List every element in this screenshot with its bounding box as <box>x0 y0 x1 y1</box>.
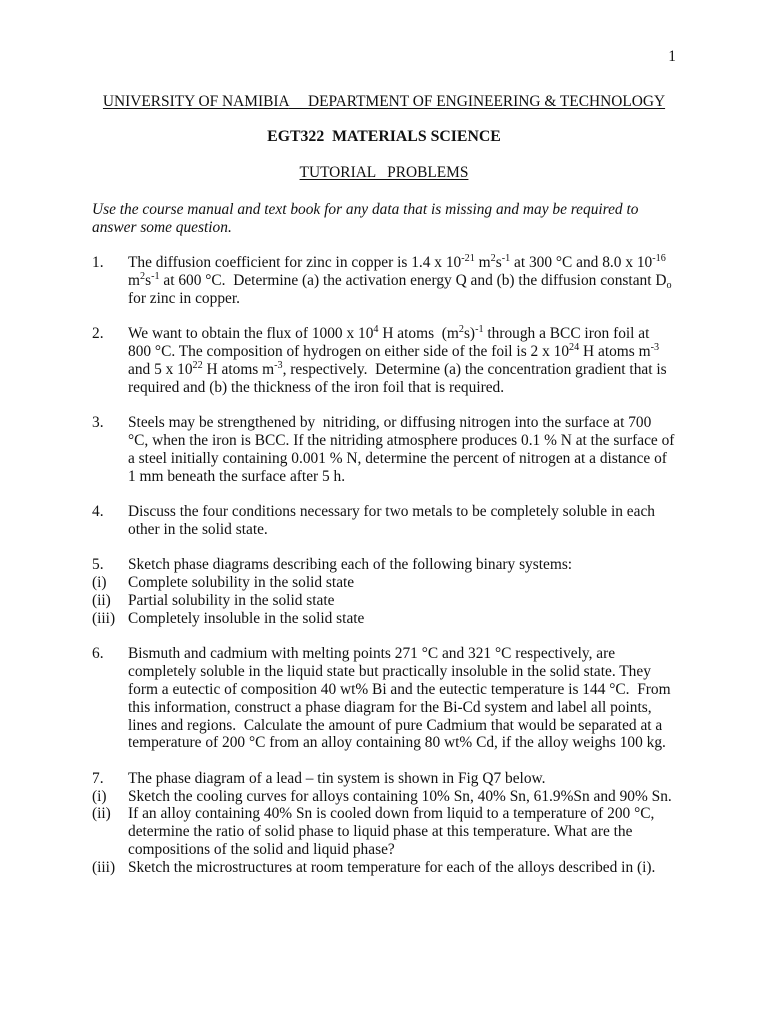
section-title: TUTORIAL PROBLEMS <box>299 164 469 181</box>
text-run: The diffusion coefficient for zinc in copper is 1.4 x 10 <box>128 254 462 271</box>
text-line: completely soluble in the liquid state but practically insoluble in the solid state. They <box>128 662 651 680</box>
page-number: 1 <box>668 48 676 65</box>
sub-question-label: (i) <box>92 787 107 805</box>
sub-question <box>92 805 732 859</box>
text-run: at 600 °C. Determine (a) the activation energy Q and (b) the diffusion constant D <box>159 271 667 289</box>
superscript: -3 <box>650 341 660 353</box>
text-line <box>128 361 732 379</box>
question-number: 1. <box>92 254 104 271</box>
question <box>92 556 732 574</box>
superscript: 24 <box>569 341 580 353</box>
text-line: Complete solubility in the solid state <box>128 573 355 591</box>
text-line: Sketch the cooling curves for alloys containing 10% Sn, 40% Sn, 61.9%Sn and 90% Sn. <box>128 787 672 805</box>
text-line <box>128 343 732 361</box>
text-run: m <box>474 254 491 271</box>
problem-1 <box>92 254 732 308</box>
text-run: H atoms m <box>579 342 651 360</box>
question-text <box>128 503 732 539</box>
instruction-line: Use the course manual and text book for any data that is missing and may be required to <box>92 201 639 218</box>
text-line: °C, when the iron is BCC. If the nitriding atmosphere produces 0.1 % N at the surface of <box>128 431 675 449</box>
text-line: this information, construct a phase diagram for the Bi-Cd system and label all points, <box>128 698 652 716</box>
text-run: , respectively. Determine (a) the concentration gradient that is <box>282 360 667 378</box>
sub-question <box>92 592 732 610</box>
sub-question-label: (ii) <box>92 805 111 823</box>
question-text <box>128 788 732 806</box>
question <box>92 254 732 308</box>
question-text <box>128 805 732 859</box>
text-line: temperature of 200 °C from an alloy containing 80 wt% Cd, if the alloy weighs 100 kg. <box>128 734 666 752</box>
question-text <box>128 592 732 610</box>
question-number: 7. <box>92 769 104 787</box>
problem-6 <box>92 645 732 752</box>
superscript: 2 <box>139 270 146 282</box>
text-line: required and (b) the thickness of the iron foil that is required. <box>128 378 505 396</box>
text-line: compositions of the solid and liquid phase? <box>128 841 395 859</box>
text-run: H atoms (m <box>378 325 459 343</box>
superscript: -1 <box>151 270 160 282</box>
question <box>92 503 732 539</box>
text-line: lines and regions. Calculate the amount of pure Cadmium that would be separated at a <box>128 716 663 734</box>
text-run: s <box>145 271 152 289</box>
problem-5 <box>92 556 732 628</box>
question-text <box>128 414 732 486</box>
text-line: other in the solid state. <box>128 520 268 538</box>
superscript: -21 <box>461 252 475 264</box>
text-line <box>128 325 732 343</box>
question-text <box>128 770 732 788</box>
question-text <box>128 254 732 308</box>
question-number: 4. <box>92 502 104 520</box>
text-run: at 300 °C and 8.0 x 10 <box>510 254 653 271</box>
sub-question-label: (ii) <box>92 591 111 609</box>
superscript: 4 <box>373 323 379 335</box>
institution-header <box>92 93 676 111</box>
text-line: Steels may be strengthened by nitriding, or diffusing nitrogen into the surface at 700 <box>128 413 652 431</box>
text-line: Sketch phase diagrams describing each of the following binary systems: <box>128 555 573 573</box>
text-line: Partial solubility in the solid state <box>128 591 335 609</box>
text-line: Sketch the microstructures at room temperature for each of the alloys described in (i). <box>128 859 656 877</box>
question <box>92 414 732 486</box>
text-line: If an alloy containing 40% Sn is cooled down from liquid to a temperature of 200 °C, <box>128 805 655 823</box>
question-number: 2. <box>92 325 104 343</box>
problem-4 <box>92 503 732 539</box>
subscript: o <box>666 279 672 291</box>
text-run: and 5 x 10 <box>128 360 193 378</box>
superscript: 22 <box>192 359 203 371</box>
question-text <box>128 859 732 877</box>
sub-question-label: (iii) <box>92 609 116 627</box>
text-run: 800 °C. The composition of hydrogen on either side of the foil is 2 x 10 <box>128 342 570 360</box>
text-line: Discuss the four conditions necessary for two metals to be completely soluble in each <box>128 502 655 520</box>
superscript: -16 <box>652 252 666 264</box>
question-text <box>128 610 732 628</box>
problem-list <box>92 254 732 894</box>
text-line: Completely insoluble in the solid state <box>128 609 365 627</box>
problem-3 <box>92 414 732 486</box>
superscript: -1 <box>475 323 484 335</box>
problem-2 <box>92 325 732 397</box>
text-line: Bismuth and cadmium with melting points 271 °C and 321 °C respectively, are <box>128 644 616 662</box>
question-text <box>128 645 732 752</box>
superscript: 2 <box>458 323 464 335</box>
text-line: for zinc in copper. <box>128 289 240 307</box>
problem-7 <box>92 770 732 877</box>
question-text <box>128 556 732 574</box>
text-line: 1 mm beneath the surface after 5 h. <box>128 467 346 485</box>
text-run: m <box>128 271 140 289</box>
question-text <box>128 574 732 592</box>
text-line <box>128 254 732 272</box>
text-line: The phase diagram of a lead – tin system is shown in Fig Q7 below. <box>128 769 546 787</box>
superscript: 2 <box>490 252 496 264</box>
sub-question <box>92 788 732 806</box>
text-line: a steel initially containing 0.001 % N, determine the percent of nitrogen at a distance of <box>128 449 667 467</box>
question-number: 6. <box>92 644 104 662</box>
question <box>92 770 732 788</box>
question <box>92 325 732 397</box>
course-title: EGT322 MATERIALS SCIENCE <box>267 128 501 145</box>
sub-question-label: (i) <box>92 573 107 591</box>
question-number: 3. <box>92 413 104 431</box>
text-run: through a BCC iron foil at <box>483 325 650 343</box>
question <box>92 645 732 752</box>
question-number: 5. <box>92 555 104 573</box>
text-run: We want to obtain the flux of 1000 x 10 <box>128 325 374 343</box>
instructions <box>92 201 712 237</box>
superscript: -3 <box>274 359 283 371</box>
sub-question-label: (iii) <box>92 859 116 877</box>
superscript: -1 <box>501 252 511 264</box>
text-run: s <box>495 254 502 271</box>
text-run: H atoms m <box>202 360 275 378</box>
university-name: UNIVERSITY OF NAMIBIA <box>102 93 289 110</box>
sub-question <box>92 859 732 877</box>
department-name: DEPARTMENT OF ENGINEERING & TECHNOLOGY <box>308 93 666 110</box>
text-run: s) <box>463 325 476 343</box>
text-line <box>128 272 732 290</box>
sub-question <box>92 574 732 592</box>
text-line: determine the ratio of solid phase to liquid phase at this temperature. What are the <box>128 823 633 841</box>
sub-question <box>92 610 732 628</box>
text-line: form a eutectic of composition 40 wt% Bi and the eutectic temperature is 144 °C. From <box>128 680 671 698</box>
question-text <box>128 325 732 397</box>
instruction-line: answer some question. <box>92 218 232 236</box>
